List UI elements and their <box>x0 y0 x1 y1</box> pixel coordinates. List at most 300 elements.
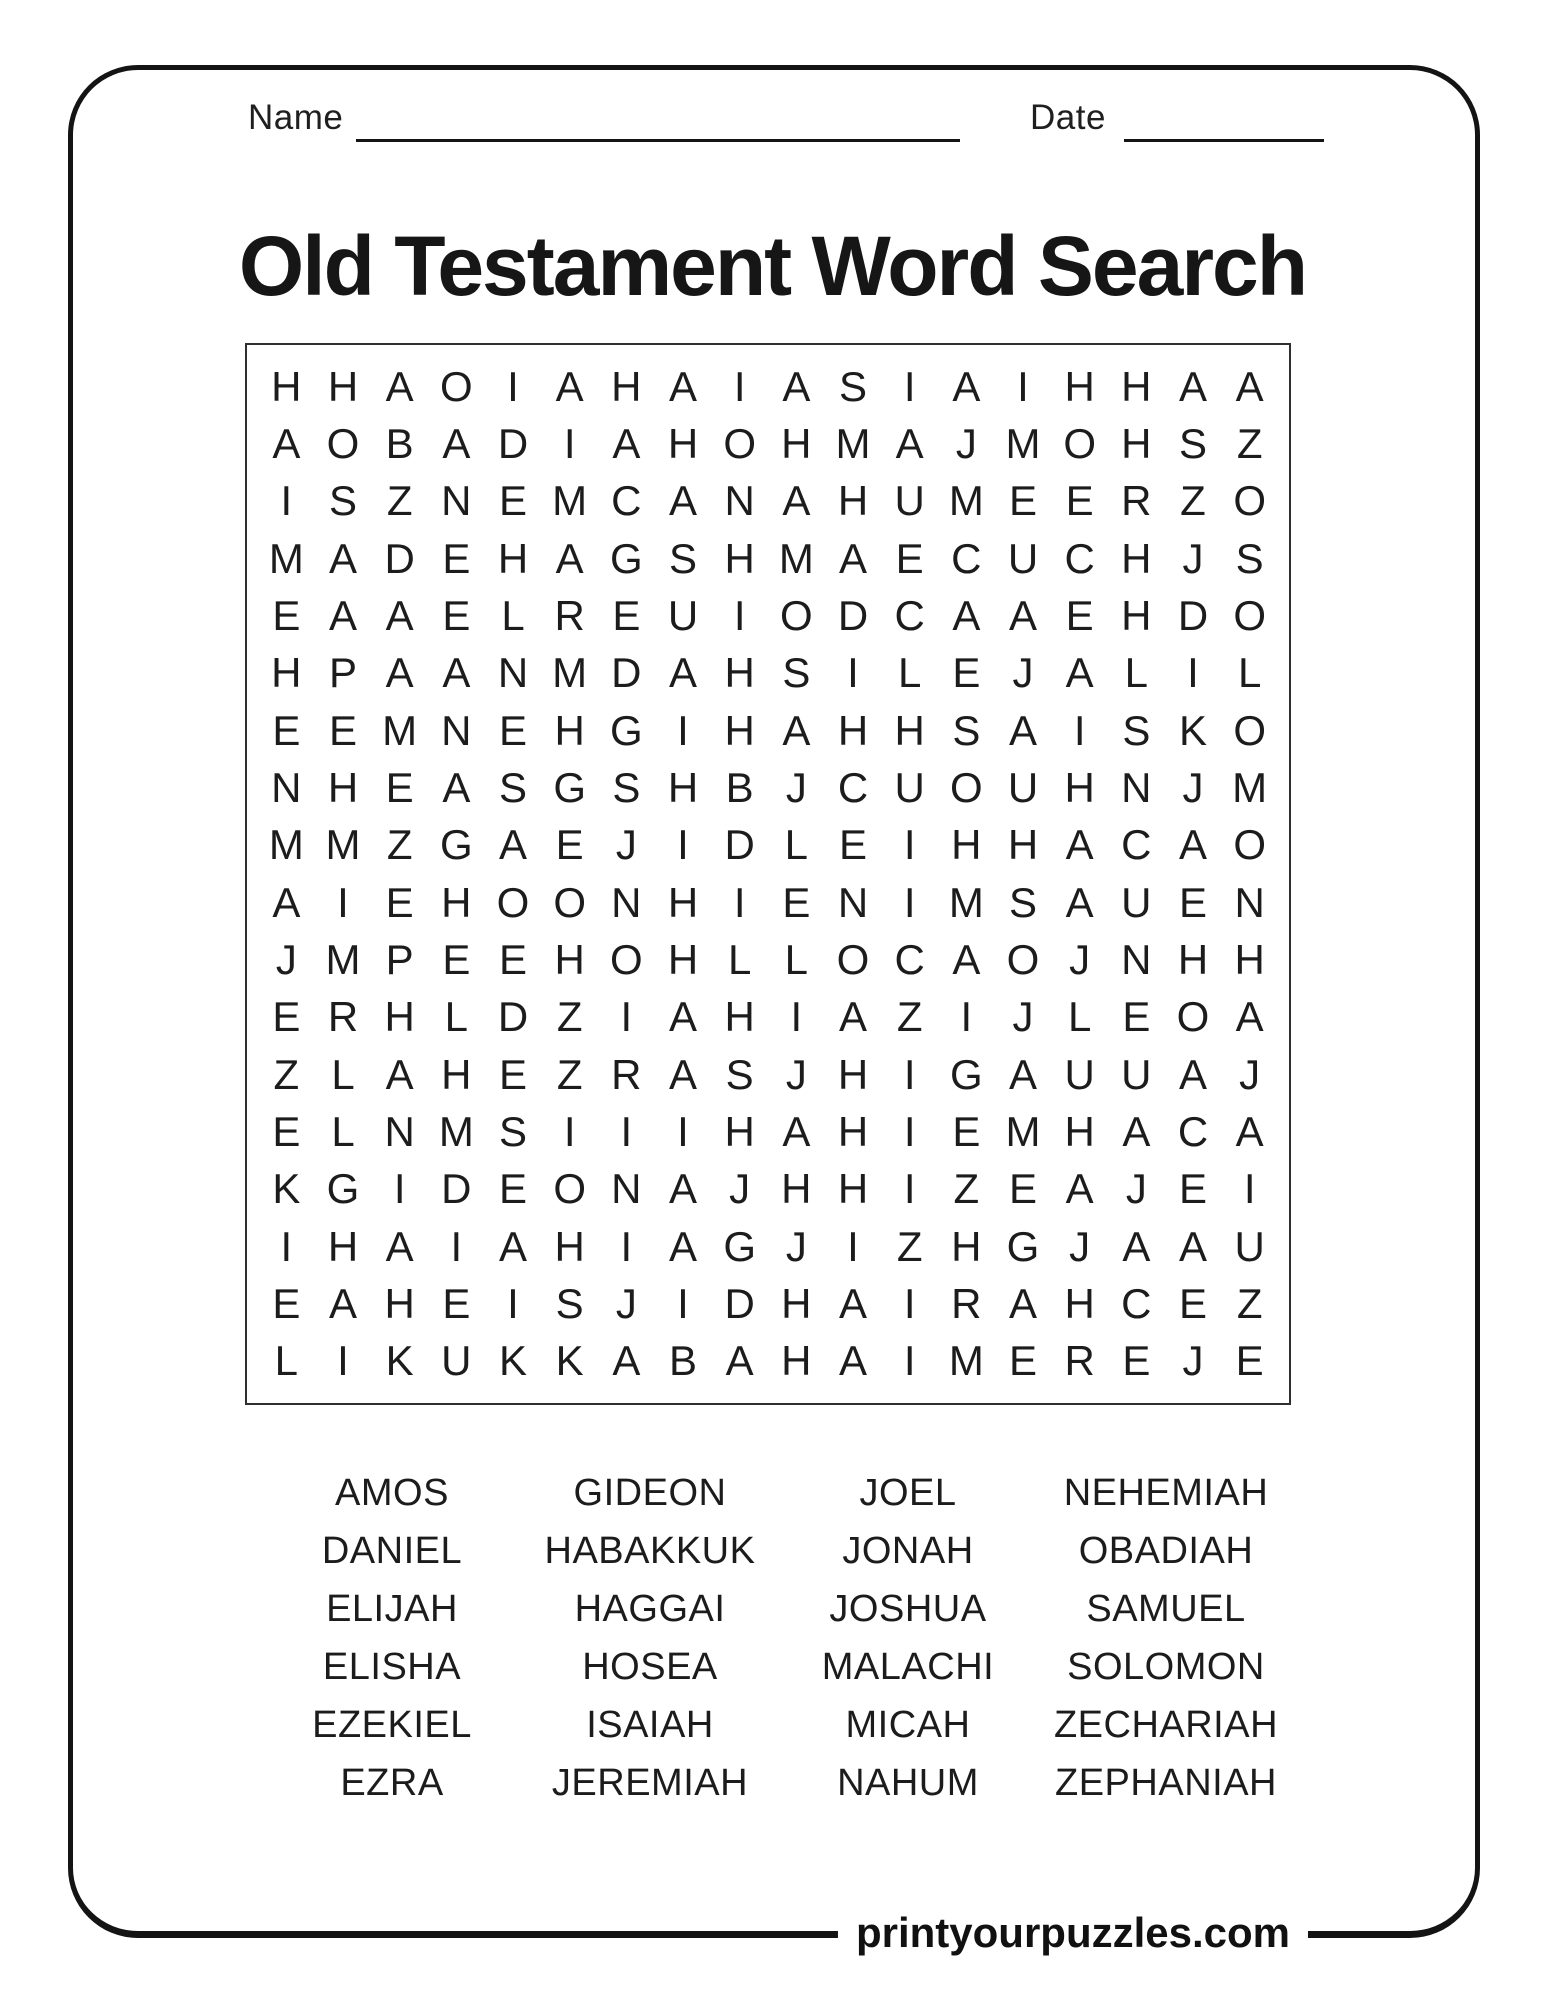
grid-cell-r2c15: O <box>1063 419 1096 467</box>
grid-cell-r13c17: A <box>1178 1050 1207 1098</box>
grid-cell-r5c18: O <box>1233 591 1266 639</box>
grid-cell-r5c11: D <box>837 591 869 639</box>
grid-cell-r1c16: H <box>1121 362 1152 410</box>
word-list-item: SAMUEL <box>1086 1587 1246 1630</box>
grid-cell-r12c17: O <box>1176 993 1210 1041</box>
grid-cell-r16c4: I <box>450 1222 463 1270</box>
grid-cell-r11c17: H <box>1177 935 1209 983</box>
grid-cell-r8c18: M <box>1232 763 1268 811</box>
grid-cell-r17c6: S <box>555 1279 584 1327</box>
grid-cell-r1c3: A <box>385 362 414 410</box>
grid-cell-r14c13: E <box>952 1107 981 1155</box>
grid-cell-r9c17: A <box>1178 821 1207 869</box>
grid-cell-r12c7: I <box>620 993 633 1041</box>
grid-cell-r10c13: M <box>948 878 984 926</box>
grid-cell-r10c9: I <box>733 878 746 926</box>
grid-cell-r18c8: B <box>668 1337 697 1385</box>
word-list-item: AMOS <box>335 1471 449 1514</box>
grid-cell-r18c7: A <box>612 1337 641 1385</box>
grid-cell-r5c2: A <box>328 591 357 639</box>
grid-cell-r3c11: H <box>837 477 869 525</box>
grid-cell-r4c14: U <box>1007 534 1039 582</box>
grid-cell-r18c17: J <box>1182 1337 1204 1385</box>
grid-cell-r6c8: A <box>668 649 697 697</box>
grid-cell-r2c17: S <box>1178 419 1207 467</box>
grid-cell-r3c12: U <box>894 477 925 525</box>
grid-cell-r16c13: H <box>951 1222 982 1270</box>
grid-cell-r4c5: H <box>497 534 529 582</box>
grid-cell-r13c14: A <box>1008 1050 1037 1098</box>
grid-cell-r5c9: I <box>733 591 746 639</box>
grid-cell-r14c1: E <box>272 1107 301 1155</box>
grid-cell-r11c4: E <box>442 935 471 983</box>
grid-cell-r13c2: L <box>331 1050 355 1098</box>
grid-cell-r2c2: O <box>326 419 360 467</box>
grid-cell-r17c5: I <box>507 1279 519 1327</box>
grid-cell-r16c1: I <box>280 1222 293 1270</box>
grid-cell-r16c6: H <box>554 1222 585 1270</box>
grid-cell-r1c14: I <box>1017 362 1029 410</box>
grid-cell-r18c13: M <box>948 1337 984 1385</box>
grid-cell-r9c10: L <box>784 821 808 869</box>
grid-cell-r1c18: A <box>1235 362 1264 410</box>
grid-cell-r12c16: E <box>1122 993 1151 1041</box>
grid-cell-r16c12: Z <box>896 1222 923 1270</box>
grid-cell-r15c9: J <box>729 1165 751 1213</box>
grid-cell-r14c18: A <box>1235 1107 1264 1155</box>
grid-cell-r1c17: A <box>1178 362 1207 410</box>
grid-cell-r13c11: H <box>837 1050 869 1098</box>
grid-cell-r5c6: R <box>554 591 585 639</box>
grid-cell-r7c13: S <box>952 706 981 754</box>
grid-cell-r14c10: A <box>782 1107 811 1155</box>
grid-cell-r6c15: A <box>1065 649 1094 697</box>
grid-cell-r18c12: I <box>903 1337 916 1385</box>
grid-cell-r6c11: I <box>847 649 859 697</box>
grid-cell-r11c18: H <box>1234 935 1265 983</box>
grid-cell-r14c17: C <box>1177 1107 1209 1155</box>
grid-cell-r9c15: A <box>1065 821 1094 869</box>
grid-cell-r16c14: G <box>1006 1222 1040 1270</box>
grid-cell-r7c1: E <box>272 706 301 754</box>
grid-cell-r11c2: M <box>325 935 361 983</box>
grid-cell-r14c9: H <box>724 1107 755 1155</box>
grid-cell-r14c8: I <box>677 1107 689 1155</box>
grid-cell-r12c3: H <box>384 993 415 1041</box>
word-list-item: NAHUM <box>837 1761 979 1804</box>
grid-cell-r1c2: H <box>327 362 359 410</box>
grid-cell-r11c5: E <box>498 935 527 983</box>
grid-cell-r2c8: H <box>667 419 699 467</box>
word-list-item: HAGGAI <box>574 1587 726 1630</box>
date-label: Date <box>1030 98 1106 137</box>
grid-cell-r15c10: H <box>781 1165 812 1213</box>
grid-cell-r2c3: B <box>385 419 414 467</box>
grid-cell-r4c17: J <box>1182 534 1204 582</box>
grid-cell-r1c7: H <box>611 362 642 410</box>
word-list-item: GIDEON <box>573 1471 727 1514</box>
grid-cell-r12c2: R <box>327 993 359 1041</box>
grid-cell-r11c8: H <box>667 935 699 983</box>
grid-cell-r7c18: O <box>1233 706 1266 754</box>
grid-cell-r17c4: E <box>442 1279 471 1327</box>
grid-cell-r6c7: D <box>611 649 642 697</box>
grid-cell-r14c15: H <box>1064 1107 1095 1155</box>
grid-cell-r4c7: G <box>609 534 643 582</box>
grid-cell-r6c3: A <box>385 649 414 697</box>
grid-cell-r12c14: J <box>1012 993 1034 1041</box>
grid-cell-r1c15: H <box>1064 362 1095 410</box>
word-list-item: NEHEMIAH <box>1063 1471 1269 1514</box>
grid-cell-r1c11: S <box>838 362 867 410</box>
grid-cell-r17c11: A <box>838 1279 867 1327</box>
puzzle-title: Old Testament Word Search <box>238 219 1307 313</box>
word-list-item: SOLOMON <box>1067 1645 1265 1688</box>
grid-cell-r12c15: L <box>1067 993 1092 1041</box>
word-list <box>263 1464 1295 1812</box>
grid-cell-r2c7: A <box>612 419 641 467</box>
grid-cell-r9c3: Z <box>386 821 413 869</box>
grid-cell-r16c16: A <box>1122 1222 1151 1270</box>
grid-cell-r4c11: A <box>838 534 867 582</box>
grid-cell-r16c2: H <box>327 1222 359 1270</box>
grid-cell-r12c13: I <box>960 993 973 1041</box>
grid-cell-r7c12: H <box>894 706 925 754</box>
grid-cell-r9c1: M <box>268 821 304 869</box>
grid-cell-r4c4: E <box>442 534 471 582</box>
grid-cell-r10c2: I <box>337 878 349 926</box>
grid-cell-r6c2: P <box>328 649 357 697</box>
grid-cell-r2c5: D <box>497 419 529 467</box>
grid-cell-r1c6: A <box>555 362 584 410</box>
grid-cell-r10c3: E <box>385 878 414 926</box>
grid-cell-r13c4: H <box>441 1050 472 1098</box>
grid-cell-r17c12: I <box>903 1279 916 1327</box>
grid-cell-r4c9: H <box>724 534 755 582</box>
grid-cell-r4c13: C <box>951 534 982 582</box>
grid-cell-r9c14: H <box>1007 821 1039 869</box>
grid-cell-r5c17: D <box>1177 591 1209 639</box>
word-list-item: JEREMIAH <box>551 1761 749 1804</box>
grid-cell-r17c17: E <box>1178 1279 1207 1327</box>
grid-cell-r18c3: K <box>385 1337 414 1385</box>
grid-cell-r13c13: G <box>949 1050 983 1098</box>
grid-cell-r3c1: I <box>280 477 293 525</box>
grid-cell-r7c14: A <box>1008 706 1037 754</box>
grid-cell-r8c13: O <box>949 763 983 811</box>
grid-cell-r5c15: E <box>1065 591 1094 639</box>
grid-cell-r4c3: D <box>384 534 415 582</box>
grid-cell-r10c14: S <box>1008 878 1037 926</box>
grid-cell-r14c12: I <box>903 1107 916 1155</box>
grid-cell-r3c2: S <box>328 477 357 525</box>
grid-cell-r3c18: O <box>1233 477 1266 525</box>
grid-cell-r15c14: E <box>1008 1165 1037 1213</box>
grid-cell-r5c7: E <box>612 591 641 639</box>
word-list-item: JOEL <box>859 1471 957 1514</box>
grid-cell-r3c7: C <box>611 477 642 525</box>
grid-cell-r18c16: E <box>1122 1337 1151 1385</box>
grid-cell-r11c13: A <box>952 935 981 983</box>
grid-cell-r11c10: L <box>784 935 808 983</box>
grid-cell-r5c1: E <box>272 591 301 639</box>
grid-cell-r14c14: M <box>1005 1107 1041 1155</box>
grid-cell-r13c6: Z <box>556 1050 583 1098</box>
grid-cell-r9c2: M <box>325 821 361 869</box>
grid-cell-r10c12: I <box>903 878 916 926</box>
grid-cell-r7c6: H <box>554 706 585 754</box>
word-list-item: ZEPHANIAH <box>1055 1761 1277 1804</box>
grid-cell-r7c7: G <box>609 706 643 754</box>
grid-cell-r10c10: E <box>782 878 811 926</box>
grid-cell-r15c16: J <box>1125 1165 1147 1213</box>
word-list-item: ELISHA <box>322 1645 462 1688</box>
grid-cell-r8c16: N <box>1121 763 1152 811</box>
grid-cell-r11c15: J <box>1069 935 1091 983</box>
grid-cell-r3c15: E <box>1065 477 1094 525</box>
grid-cell-r1c8: A <box>668 362 697 410</box>
grid-cell-r4c6: A <box>555 534 584 582</box>
grid-cell-r7c8: I <box>677 706 689 754</box>
grid-cell-r18c4: U <box>441 1337 472 1385</box>
grid-cell-r12c11: A <box>838 993 867 1041</box>
grid-cell-r3c16: R <box>1121 477 1152 525</box>
grid-cell-r11c9: L <box>727 935 752 983</box>
grid-cell-r10c4: H <box>441 878 472 926</box>
grid-cell-r5c3: A <box>385 591 414 639</box>
grid-cell-r5c12: C <box>894 591 925 639</box>
grid-cell-r10c17: E <box>1178 878 1207 926</box>
grid-cell-r2c16: H <box>1121 419 1152 467</box>
grid-cell-r9c16: C <box>1121 821 1152 869</box>
grid-cell-r2c12: A <box>895 419 924 467</box>
word-list-item: MALACHI <box>821 1645 995 1688</box>
grid-cell-r15c2: G <box>326 1165 360 1213</box>
grid-cell-r6c17: I <box>1187 649 1199 697</box>
grid-cell-r15c17: E <box>1178 1165 1207 1213</box>
grid-cell-r15c12: I <box>903 1165 916 1213</box>
grid-cell-r11c3: P <box>385 935 414 983</box>
grid-cell-r5c13: A <box>952 591 981 639</box>
grid-cell-r14c5: S <box>498 1107 527 1155</box>
grid-cell-r15c7: N <box>611 1165 642 1213</box>
grid-cell-r10c8: H <box>667 878 699 926</box>
grid-cell-r7c4: N <box>441 706 472 754</box>
grid-cell-r1c1: H <box>271 362 302 410</box>
grid-cell-r7c3: M <box>382 706 418 754</box>
grid-cell-r6c9: H <box>724 649 755 697</box>
grid-cell-r8c7: S <box>612 763 641 811</box>
grid-cell-r9c18: O <box>1233 821 1266 869</box>
grid-cell-r7c17: K <box>1178 706 1207 754</box>
grid-cell-r6c18: L <box>1237 649 1262 697</box>
grid-cell-r16c17: A <box>1178 1222 1207 1270</box>
grid-cell-r14c3: N <box>384 1107 415 1155</box>
grid-cell-r2c13: J <box>955 419 977 467</box>
grid-cell-r14c11: H <box>837 1107 869 1155</box>
grid-cell-r13c9: S <box>725 1050 754 1098</box>
grid-cell-r9c6: E <box>555 821 584 869</box>
grid-cell-r10c6: O <box>553 878 586 926</box>
grid-cell-r11c11: O <box>836 935 870 983</box>
grid-cell-r16c11: I <box>847 1222 859 1270</box>
grid-cell-r2c10: H <box>781 419 812 467</box>
grid-cell-r7c9: H <box>724 706 755 754</box>
grid-cell-r8c2: H <box>327 763 359 811</box>
grid-cell-r8c3: E <box>385 763 414 811</box>
grid-cell-r11c12: C <box>894 935 925 983</box>
grid-cell-r10c15: A <box>1065 878 1094 926</box>
grid-cell-r4c16: H <box>1121 534 1152 582</box>
word-list-item: ELIJAH <box>326 1587 458 1630</box>
grid-cell-r18c11: A <box>838 1337 867 1385</box>
grid-cell-r13c7: R <box>611 1050 642 1098</box>
grid-cell-r2c18: Z <box>1236 419 1263 467</box>
grid-cell-r17c13: R <box>951 1279 982 1327</box>
grid-cell-r13c12: I <box>903 1050 916 1098</box>
grid-cell-r1c13: A <box>952 362 981 410</box>
word-list-item: ZECHARIAH <box>1053 1703 1279 1746</box>
grid-cell-r9c13: H <box>951 821 982 869</box>
grid-cell-r16c3: A <box>385 1222 414 1270</box>
grid-cell-r9c4: G <box>439 821 473 869</box>
word-list-item: OBADIAH <box>1078 1529 1254 1572</box>
grid-cell-r16c15: J <box>1069 1222 1091 1270</box>
grid-cell-r18c18: E <box>1235 1337 1264 1385</box>
grid-cell-r15c8: A <box>668 1165 697 1213</box>
grid-cell-r5c16: H <box>1121 591 1152 639</box>
grid-cell-r8c14: U <box>1007 763 1039 811</box>
grid-cell-r1c10: A <box>782 362 811 410</box>
grid-cell-r13c16: U <box>1121 1050 1152 1098</box>
footer-website: printyourpuzzles.com <box>838 1907 1308 1959</box>
grid-cell-r18c2: I <box>337 1337 349 1385</box>
grid-cell-r15c13: Z <box>953 1165 980 1213</box>
grid-cell-r8c17: J <box>1182 763 1204 811</box>
grid-cell-r9c5: A <box>498 821 527 869</box>
word-list-item: HOSEA <box>582 1645 718 1688</box>
grid-cell-r6c12: L <box>897 649 922 697</box>
grid-cell-r17c14: A <box>1008 1279 1037 1327</box>
grid-cell-r5c5: L <box>501 591 525 639</box>
grid-cell-r3c4: N <box>441 477 472 525</box>
grid-cell-r8c4: A <box>442 763 471 811</box>
grid-cell-r6c16: L <box>1124 649 1148 697</box>
grid-cell-r13c1: Z <box>273 1050 300 1098</box>
grid-cell-r18c1: L <box>274 1337 298 1385</box>
grid-cell-r3c17: Z <box>1180 477 1206 525</box>
grid-cell-r1c4: O <box>439 362 473 410</box>
grid-cell-r17c15: H <box>1064 1279 1095 1327</box>
grid-cell-r17c2: A <box>328 1279 357 1327</box>
grid-cell-r9c11: E <box>838 821 867 869</box>
grid-cell-r14c6: I <box>563 1107 576 1155</box>
grid-cell-r16c8: A <box>668 1222 697 1270</box>
word-list-item: EZEKIEL <box>312 1703 472 1746</box>
grid-cell-r17c1: E <box>272 1279 301 1327</box>
grid-cell-r3c14: E <box>1008 477 1037 525</box>
name-blank-line <box>356 139 960 142</box>
grid-cell-r14c2: L <box>331 1107 355 1155</box>
grid-cell-r3c13: M <box>948 477 984 525</box>
grid-cell-r17c8: I <box>677 1279 689 1327</box>
grid-cell-r17c18: Z <box>1236 1279 1263 1327</box>
grid-cell-r16c7: I <box>620 1222 633 1270</box>
grid-cell-r8c5: S <box>498 763 527 811</box>
grid-cell-r18c10: H <box>781 1337 812 1385</box>
grid-cell-r7c5: E <box>498 706 527 754</box>
grid-cell-r13c15: U <box>1064 1050 1095 1098</box>
grid-cell-r10c1: A <box>272 878 301 926</box>
grid-cell-r1c12: I <box>903 362 916 410</box>
grid-cell-r18c9: A <box>725 1337 754 1385</box>
grid-cell-r5c8: U <box>667 591 699 639</box>
grid-cell-r3c10: A <box>782 477 811 525</box>
grid-cell-r4c10: M <box>778 534 814 582</box>
grid-cell-r2c14: M <box>1005 419 1041 467</box>
grid-cell-r13c5: E <box>498 1050 527 1098</box>
grid-cell-r15c6: O <box>553 1165 586 1213</box>
letter-grid <box>245 343 1291 1405</box>
grid-cell-r9c12: I <box>903 821 916 869</box>
grid-cell-r15c4: D <box>441 1165 472 1213</box>
grid-cell-r12c4: L <box>444 993 468 1041</box>
grid-cell-r16c9: G <box>723 1222 756 1270</box>
grid-cell-r15c11: H <box>837 1165 869 1213</box>
grid-cell-r10c16: U <box>1121 878 1152 926</box>
grid-cell-r15c18: I <box>1243 1165 1256 1213</box>
grid-cell-r4c18: S <box>1235 534 1264 582</box>
grid-cell-r6c10: S <box>782 649 811 697</box>
grid-cell-r8c6: G <box>553 763 586 811</box>
grid-cell-r12c9: H <box>724 993 755 1041</box>
grid-cell-r3c8: A <box>668 477 697 525</box>
grid-cell-r11c1: J <box>275 935 297 983</box>
grid-cell-r18c15: R <box>1064 1337 1095 1385</box>
grid-cell-r7c16: S <box>1122 706 1151 754</box>
grid-cell-r7c2: E <box>328 706 357 754</box>
grid-cell-r6c14: J <box>1012 649 1034 697</box>
grid-cell-r10c18: N <box>1234 878 1265 926</box>
grid-cell-r6c1: H <box>271 649 302 697</box>
grid-cell-r17c9: D <box>724 1279 755 1327</box>
grid-cell-r17c16: C <box>1121 1279 1152 1327</box>
grid-cell-r6c6: M <box>552 649 588 697</box>
grid-cell-r12c18: A <box>1235 993 1264 1041</box>
name-label: Name <box>248 98 344 137</box>
grid-cell-r14c7: I <box>620 1107 633 1155</box>
grid-cell-r5c4: E <box>442 591 471 639</box>
grid-cell-r10c5: O <box>496 878 530 926</box>
grid-cell-r4c15: C <box>1064 534 1095 582</box>
grid-cell-r12c8: A <box>668 993 697 1041</box>
grid-cell-r3c3: Z <box>386 477 413 525</box>
grid-cell-r17c7: J <box>615 1279 637 1327</box>
grid-cell-r15c1: K <box>272 1165 301 1213</box>
grid-cell-r8c10: J <box>785 763 807 811</box>
grid-cell-r4c1: M <box>268 534 304 582</box>
grid-cell-r12c5: D <box>497 993 529 1041</box>
grid-cell-r12c1: E <box>272 993 301 1041</box>
word-list-item: ISAIAH <box>586 1703 714 1746</box>
grid-cell-r8c11: C <box>837 763 869 811</box>
grid-cell-r2c4: A <box>442 419 471 467</box>
grid-cell-r8c8: H <box>667 763 699 811</box>
grid-cell-r16c18: U <box>1234 1222 1265 1270</box>
grid-cell-r4c8: S <box>668 534 697 582</box>
grid-cell-r12c6: Z <box>556 993 583 1041</box>
word-list-item: EZRA <box>340 1761 444 1804</box>
